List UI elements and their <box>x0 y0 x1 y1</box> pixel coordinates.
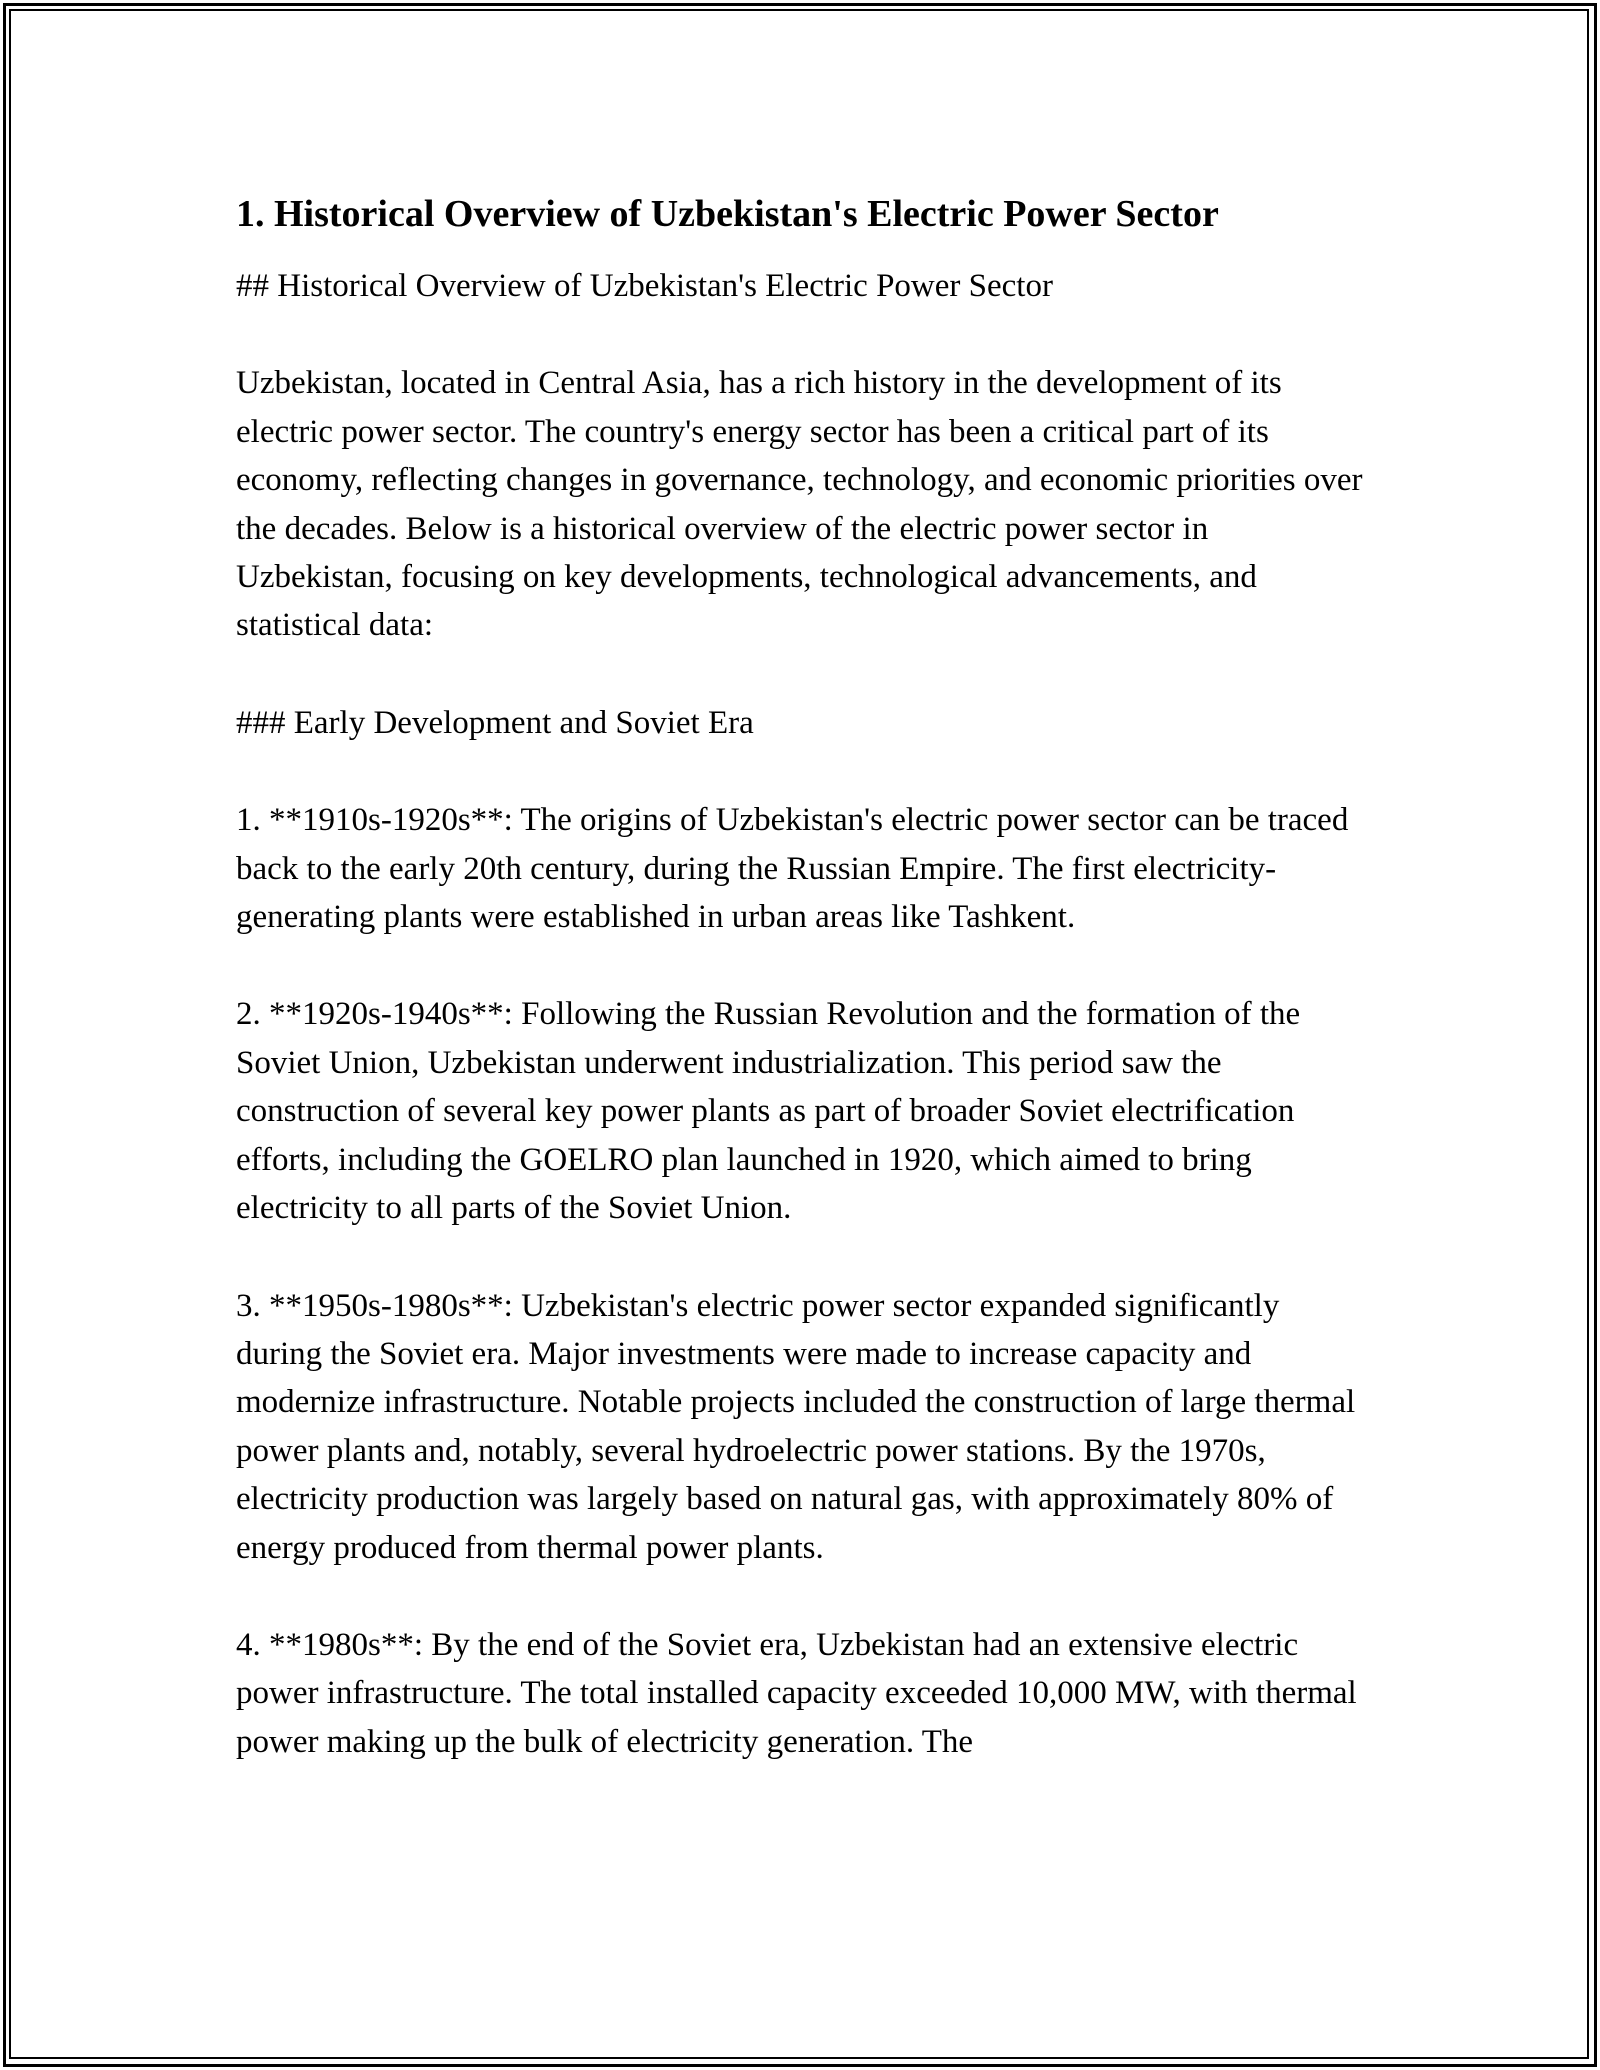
intro-paragraph: Uzbekistan, located in Central Asia, has a rich history in the development of its electric power sector. The country's energy sector has been a critical part of its economy, reflecting changes in governance, technology, and economic priorities over the decades. Below is a historical overview of the electric power sector in Uzbekistan, focusing on key developments, technological advancements, and statistical data: <box>236 365 1363 644</box>
subheading-overview: ## Historical Overview of Uzbekistan's Electric Power Sector <box>236 268 1053 304</box>
list-item-1950s-1980s: 3. **1950s-1980s**: Uzbekistan's electric power sector expanded significantly during the Soviet era. Major investments were made to increase capacity and modernize infrastructure. Notable projects included the construction of large thermal power plants and, notably, several hydroelectric power stations. By the 1970s, electricity production was largely based on natural gas, with approximately 80% of energy produced from thermal power plants. <box>236 1287 1356 1566</box>
subheading-early-development: ### Early Development and Soviet Era <box>236 704 754 741</box>
document-title: 1. Historical Overview of Uzbekistan's Electric Power Sector <box>236 193 1219 235</box>
list-item-1910s-1920s: 1. **1910s-1920s**: The origins of Uzbekistan's electric power sector can be traced back to the early 20th century, during the Russian Empire. The first electricity-generating plants were established in urban areas like Tashkent. <box>236 802 1349 936</box>
list-item-1980s: 4. **1980s**: By the end of the Soviet era, Uzbekistan had an extensive electric power infrastructure. The total installed capacity exceeded 10,000 MW, with thermal power making up the bulk of electricity generation. The <box>236 1626 1357 1760</box>
document-body <box>236 188 1371 1815</box>
list-item-1920s-1940s: 2. **1920s-1940s**: Following the Russian Revolution and the formation of the Soviet Union, Uzbekistan underwent industrialization. This period saw the construction of several key power plants as part of broader Soviet electrification efforts, including the GOELRO plan launched in 1920, which aimed to bring electricity to all parts of the Soviet Union. <box>236 996 1301 1227</box>
